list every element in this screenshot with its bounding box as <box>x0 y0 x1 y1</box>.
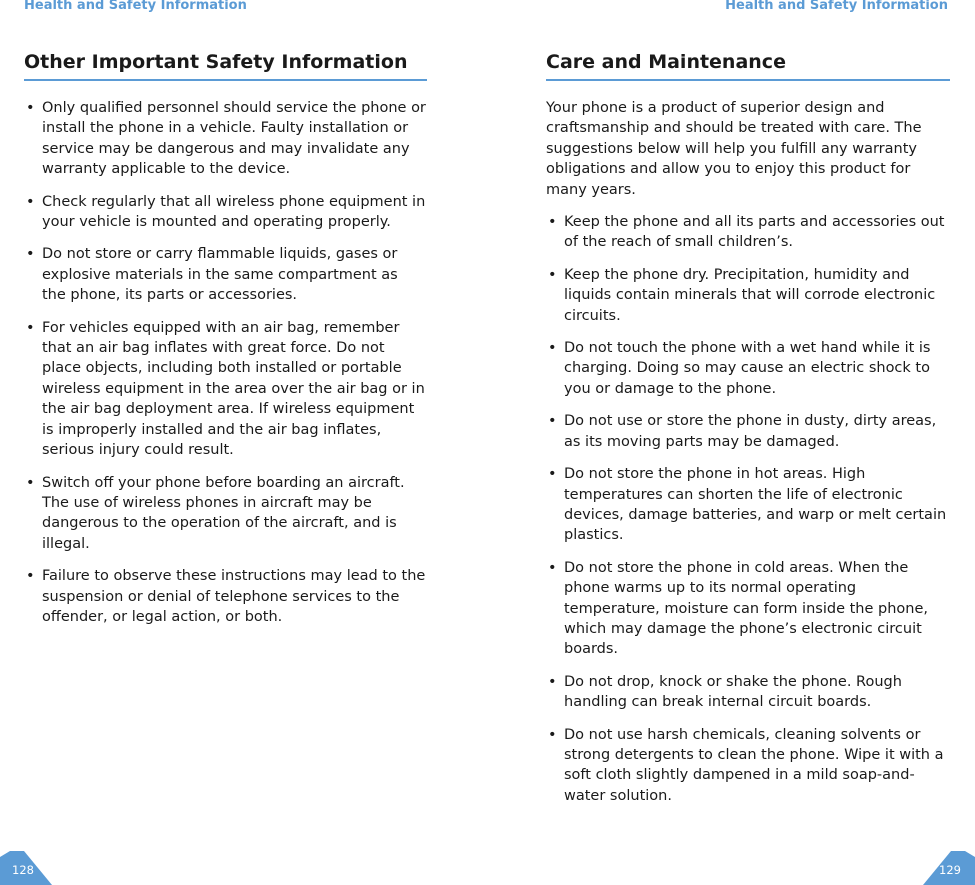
bullet-icon: • <box>548 266 557 283</box>
list-item-text: Do not store the phone in cold areas. When the phone warms up to its normal operating temperature, moisture can form inside the phone, which may damage the phone’s electronic circuit boards. <box>564 559 928 658</box>
list-item <box>546 672 948 713</box>
list-item <box>24 98 426 180</box>
list-item-text: Switch off your phone before boarding an aircraft. The use of wireless phones in aircraft may be dangerous to the operation of the aircraft, and is illegal. <box>42 474 405 552</box>
bullet-icon: • <box>548 726 557 743</box>
list-item <box>24 192 426 233</box>
page-number-tab-left <box>0 851 52 885</box>
right-page <box>546 0 950 885</box>
list-item <box>24 473 426 555</box>
list-item <box>546 464 948 546</box>
page-number: 128 <box>12 863 34 877</box>
list-item-text: Do not store or carry flammable liquids, gases or explosive materials in the same compartment as the phone, its parts or accessories. <box>42 246 398 304</box>
bullet-list <box>24 98 426 627</box>
list-item-text: Only qualified personnel should service the phone or install the phone in a vehicle. Faulty installation or service may be dangerous and may invalidate any warranty applicable to the device. <box>42 100 426 178</box>
bullet-icon: • <box>548 673 557 690</box>
running-head: Health and Safety Information <box>24 0 247 13</box>
list-item-text: For vehicles equipped with an air bag, remember that an air bag inflates with great force. Do not place objects, including both installed or portable wireless equipment in the area over the air bag or in the air bag deployment area. If wireless equipment is improperly installed and the air bag inflates, serious injury could result. <box>42 319 425 459</box>
bullet-icon: • <box>548 466 557 483</box>
running-head: Health and Safety Information <box>725 0 948 13</box>
bullet-icon: • <box>548 340 557 357</box>
content <box>24 98 426 639</box>
left-page <box>24 0 454 885</box>
list-item-text: Do not store the phone in hot areas. High temperatures can shorten the life of electronic devices, damage batteries, and warp or melt certain plastics. <box>564 466 947 544</box>
list-item <box>546 265 948 326</box>
bullet-icon: • <box>26 568 35 585</box>
bullet-icon: • <box>548 559 557 576</box>
list-item-text: Do not use or store the phone in dusty, dirty areas, as its moving parts may be damaged. <box>564 413 937 450</box>
bullet-icon: • <box>548 413 557 430</box>
list-item <box>546 725 948 807</box>
list-item-text: Keep the phone and all its parts and accessories out of the reach of small children’s. <box>564 214 945 251</box>
bullet-icon: • <box>26 474 35 491</box>
list-item <box>24 318 426 461</box>
list-item-text: Keep the phone dry. Precipitation, humidity and liquids contain minerals that will corrode electronic circuits. <box>564 266 936 324</box>
section-title: Care and Maintenance <box>546 51 950 81</box>
bullet-list <box>546 212 948 806</box>
bullet-icon: • <box>26 193 35 210</box>
list-item-text: Do not touch the phone with a wet hand while it is charging. Doing so may cause an electric shock to you or damage to the phone. <box>564 340 931 397</box>
list-item <box>546 338 948 399</box>
page-number: 129 <box>939 863 961 877</box>
list-item-text: Do not use harsh chemicals, cleaning solvents or strong detergents to clean the phone. Wipe it with a soft cloth slightly dampened in a mild soap-and-water solution. <box>564 726 944 804</box>
list-item-text: Do not drop, knock or shake the phone. Rough handling can break internal circuit boards. <box>564 673 902 711</box>
list-item <box>546 411 948 452</box>
list-item <box>24 566 426 627</box>
section-title: Other Important Safety Information <box>24 51 427 81</box>
list-item <box>24 244 426 305</box>
intro-paragraph: Your phone is a product of superior design and craftsmanship and should be treated with care. The suggestions below will help you fulfill any warranty obligations and allow you to enjoy this product for many years. <box>546 100 922 198</box>
content <box>546 98 948 818</box>
bullet-icon: • <box>26 246 35 263</box>
list-item-text: Failure to observe these instructions may lead to the suspension or denial of telephone services to the offender, or legal action, or both. <box>42 568 426 625</box>
page-number-tab-right <box>923 851 975 885</box>
bullet-icon: • <box>26 100 35 116</box>
bullet-icon: • <box>548 214 557 231</box>
list-item-text: Check regularly that all wireless phone equipment in your vehicle is mounted and operating properly. <box>42 193 426 231</box>
list-item <box>546 212 948 253</box>
bullet-icon: • <box>26 319 35 336</box>
list-item <box>546 558 948 660</box>
